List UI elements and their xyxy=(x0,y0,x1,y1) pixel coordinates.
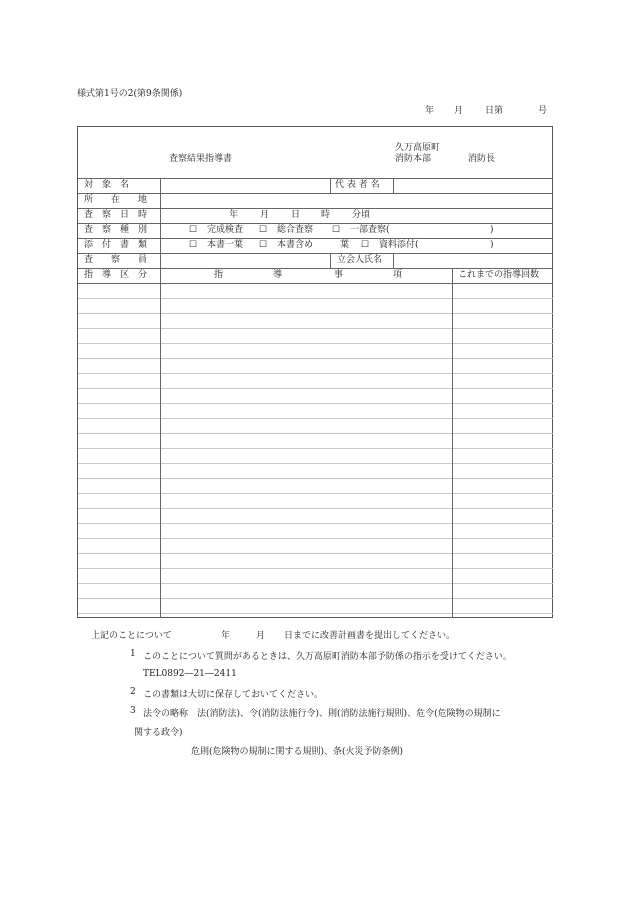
rule-line xyxy=(453,328,553,329)
rule-line xyxy=(453,568,553,569)
note-3-num: 3 xyxy=(130,706,136,716)
rule-line xyxy=(78,553,160,554)
rule-line xyxy=(161,328,452,329)
col-guidance-item-3: 事 xyxy=(334,270,344,280)
rule-line xyxy=(78,493,160,494)
rule-line xyxy=(161,598,452,599)
date-year: 年 xyxy=(425,106,435,116)
footer-main-month: 月 xyxy=(256,631,266,641)
rule-line xyxy=(78,583,160,584)
rule-line xyxy=(161,568,452,569)
issuer-role: 消防長 xyxy=(468,154,496,164)
rule-line xyxy=(78,433,160,434)
rule-line xyxy=(78,328,160,329)
footer-main-year: 年 xyxy=(221,631,231,641)
rule-line xyxy=(161,433,452,434)
label-representative: 代 表 者 名 xyxy=(335,180,380,190)
rule-line xyxy=(453,598,553,599)
label-witness: 立会人氏名 xyxy=(337,255,383,265)
date-day-no: 日第 xyxy=(485,106,504,116)
rule-line xyxy=(78,358,160,359)
rule-line xyxy=(453,508,553,509)
rule-line xyxy=(161,373,452,374)
rule-line xyxy=(78,343,160,344)
note-2-text: この書類は大切に保存しておいてください。 xyxy=(143,690,324,700)
label-inspector: 査 察 員 xyxy=(84,255,148,265)
label-target: 対 象 名 xyxy=(84,180,130,190)
rule-line xyxy=(78,568,160,569)
col-guidance-count: これまでの指導回数 xyxy=(458,270,540,280)
note-1-text: このことについて質問があるときは、久万高原町消防本部予防係の指示を受けてください。 xyxy=(143,652,512,662)
label-inspection-type: 査 察 種 別 xyxy=(84,225,148,235)
rule-line xyxy=(453,358,553,359)
rule-line xyxy=(453,523,553,524)
rule-line xyxy=(161,478,452,479)
rule-line xyxy=(453,613,553,614)
rule-line xyxy=(78,508,160,509)
date-month: 月 xyxy=(454,106,464,116)
footer-main-post: 日までに改善計画書を提出してください。 xyxy=(284,631,456,641)
checkbox[interactable]: ☐ xyxy=(259,240,268,250)
rule-line xyxy=(161,358,452,359)
rule-line xyxy=(161,583,452,584)
rule-line xyxy=(161,493,452,494)
rule-line xyxy=(161,403,452,404)
date-number: 号 xyxy=(538,106,548,116)
rule-line xyxy=(453,448,553,449)
rule-line xyxy=(161,388,452,389)
rule-line xyxy=(161,343,452,344)
rule-line xyxy=(453,298,553,299)
rule-line xyxy=(453,583,553,584)
rule-line xyxy=(161,448,452,449)
rule-line xyxy=(161,553,452,554)
rule-line xyxy=(453,538,553,539)
checkbox[interactable]: ☐ xyxy=(361,240,370,250)
col-guidance-category: 指 導 区 分 xyxy=(84,270,148,280)
note-2-num: 2 xyxy=(130,687,136,697)
rule-line xyxy=(161,298,452,299)
doc-title: 査察結果指導書 xyxy=(169,154,233,164)
rule-line xyxy=(161,508,452,509)
checkbox[interactable]: ☐ xyxy=(332,225,341,235)
footer-main-pre: 上記のことについて xyxy=(91,631,172,641)
rule-line xyxy=(161,418,452,419)
col-guidance-item-2: 導 xyxy=(273,270,283,280)
rule-line xyxy=(161,613,452,614)
rule-line xyxy=(78,463,160,464)
note-3-text: 法令の略称 法(消防法)、令(消防法施行令)、則(消防法施行規則)、危令(危険物の規制に xyxy=(143,709,501,719)
rule-line xyxy=(78,478,160,479)
rule-line xyxy=(78,298,160,299)
checkbox[interactable]: ☐ xyxy=(259,225,268,235)
rule-line xyxy=(453,463,553,464)
issuer-org: 消防本部 xyxy=(395,154,432,164)
rule-line xyxy=(161,538,452,539)
note-3-cont: 関する政令) xyxy=(134,728,183,738)
rule-line xyxy=(453,388,553,389)
rule-line xyxy=(78,418,160,419)
rule-line xyxy=(78,598,160,599)
rule-line xyxy=(78,373,160,374)
inspection-form: 査察結果指導書 久万高原町 消防本部 消防長 対 象 名 所 在 地 査 察 日 時 査 察 種 別 添 付 書 類 査 察 員 代 表 者 名 立会人氏名 年 月 日 時 分頃 ☐ 完成検査 ☐ 総合査察 ☐ 一部査察( ) ☐ 本書一葉 ☐ 本書含め 葉 ☐ 資料添付( ) 指 導 区 分 指 導 事 項 これまでの指導回数 xyxy=(77,126,553,618)
note-3-extra: 危則(危険物の規制に関する規則)、条(火災予防条例) xyxy=(191,747,404,757)
rule-line xyxy=(453,373,553,374)
label-date-time: 査 察 日 時 xyxy=(84,210,148,220)
rule-line xyxy=(78,538,160,539)
rule-line xyxy=(161,523,452,524)
note-1-num: 1 xyxy=(130,649,136,659)
rule-line xyxy=(161,313,452,314)
label-attachments: 添 付 書 類 xyxy=(84,240,148,250)
rule-line xyxy=(453,418,553,419)
rule-line xyxy=(78,523,160,524)
rule-line xyxy=(453,478,553,479)
col-guidance-item-1: 指 xyxy=(214,270,224,280)
note-tel: TEL0892―21―2411 xyxy=(143,669,237,679)
col-guidance-item-4: 項 xyxy=(393,270,403,280)
issuer-town: 久万高原町 xyxy=(395,143,441,153)
rule-line xyxy=(78,613,160,614)
rule-line xyxy=(78,313,160,314)
rule-line xyxy=(453,553,553,554)
rule-line xyxy=(78,388,160,389)
checkbox[interactable]: ☐ xyxy=(189,225,198,235)
rule-line xyxy=(453,493,553,494)
checkbox[interactable]: ☐ xyxy=(189,240,198,250)
rule-line xyxy=(453,433,553,434)
form-id: 様式第1号の2(第9条関係) xyxy=(77,89,183,99)
rule-line xyxy=(453,343,553,344)
rule-line xyxy=(453,313,553,314)
label-location: 所 在 地 xyxy=(84,195,148,205)
rule-line xyxy=(78,448,160,449)
rule-line xyxy=(453,403,553,404)
rule-line xyxy=(161,463,452,464)
rule-line xyxy=(78,403,160,404)
